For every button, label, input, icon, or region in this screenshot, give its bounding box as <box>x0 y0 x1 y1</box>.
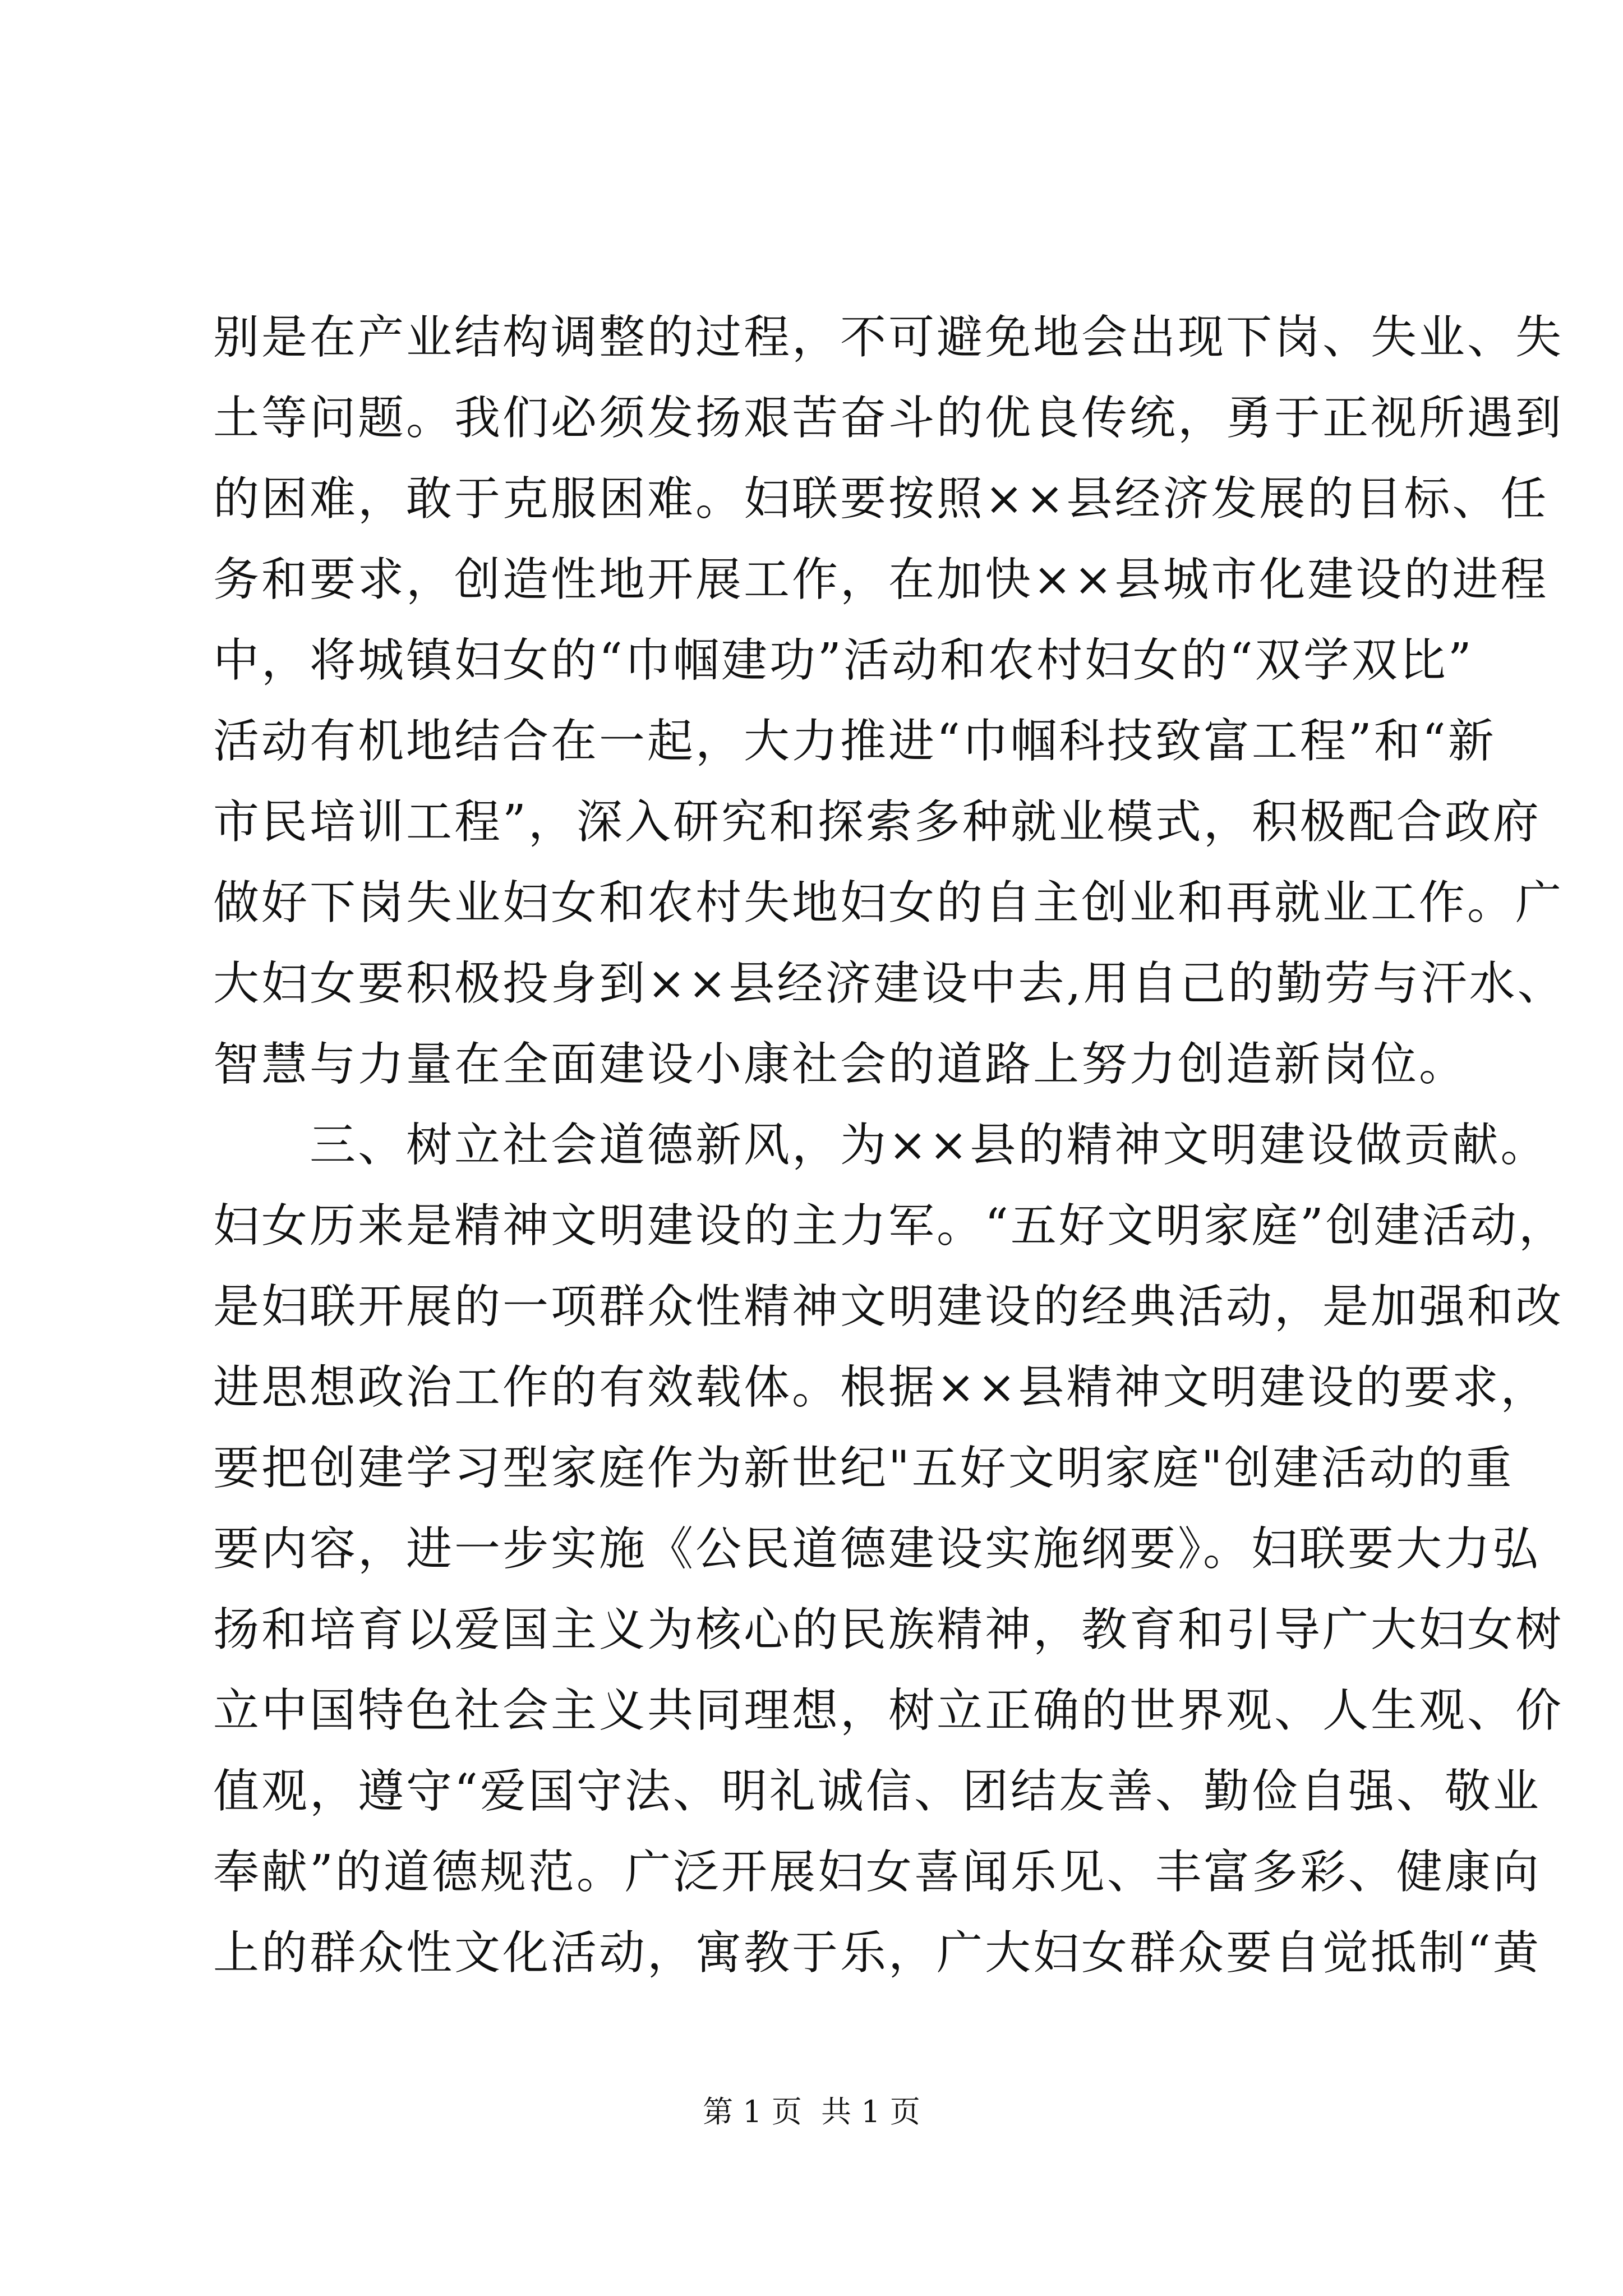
body-text <box>213 297 1567 1994</box>
text-line: 务和要求，创造性地开展工作，在加快××县城市化建设的进程 <box>213 553 1549 606</box>
text-line: 扬和培育以爱国主义为核心的民族精神，教育和引导广大妇女树 <box>213 1603 1564 1657</box>
page-footer: 第 1 页 共 1 页 <box>703 2094 920 2129</box>
text-line: 要把创建学习型家庭作为新世纪"五好文明家庭"创建活动的重 <box>213 1442 1514 1495</box>
text-line: 要内容，进一步实施《公民道德建设实施纲要》。妇联要大力弘 <box>213 1522 1541 1576</box>
text-line: 做好下岗失业妇女和农村失地妇女的自主创业和再就业工作。广 <box>213 876 1564 930</box>
text-line: 值观，遵守“爱国守法、明礼诚信、团结友善、勤俭自强、敬业 <box>213 1765 1541 1818</box>
text-line: 智慧与力量在全面建设小康社会的道路上努力创造新岗位。 <box>213 1038 1468 1091</box>
text-line: 别是在产业结构调整的过程，不可避免地会出现下岗、失业、失 <box>213 311 1564 364</box>
text-line: 大妇女要积极投身到××县经济建设中去,用自己的勤劳与汗水、 <box>213 957 1566 1010</box>
text-line: 三、树立社会道德新风，为××县的精神文明建设做贡献。 <box>213 1119 1549 1172</box>
text-line: 中，将城镇妇女的“巾帼建功”活动和农村妇女的“双学双比” <box>213 634 1474 687</box>
text-line: 奉献”的道德规范。广泛开展妇女喜闻乐见、丰富多彩、健康向 <box>213 1846 1541 1899</box>
text-line: 立中国特色社会主义共同理想，树立正确的世界观、人生观、价 <box>213 1684 1564 1737</box>
text-line: 是妇联开展的一项群众性精神文明建设的经典活动，是加强和改 <box>213 1280 1564 1333</box>
text-line: 进思想政治工作的有效载体。根据××县精神文明建设的要求， <box>213 1361 1549 1414</box>
text-line: 活动有机地结合在一起，大力推进“巾帼科技致富工程”和“新 <box>213 715 1496 768</box>
text-line: 的困难，敢于克服困难。妇联要按照××县经济发展的目标、任 <box>213 472 1549 526</box>
text-line: 上的群众性文化活动，寓教于乐，广大妇女群众要自觉抵制“黄 <box>213 1926 1541 1980</box>
text-line: 土等问题。我们必须发扬艰苦奋斗的优良传统，勇于正视所遇到 <box>213 392 1564 445</box>
text-line: 妇女历来是精神文明建设的主力军。“五好文明家庭”创建活动， <box>213 1199 1567 1253</box>
text-line: 市民培训工程”，深入研究和探索多种就业模式，积极配合政府 <box>213 795 1541 849</box>
